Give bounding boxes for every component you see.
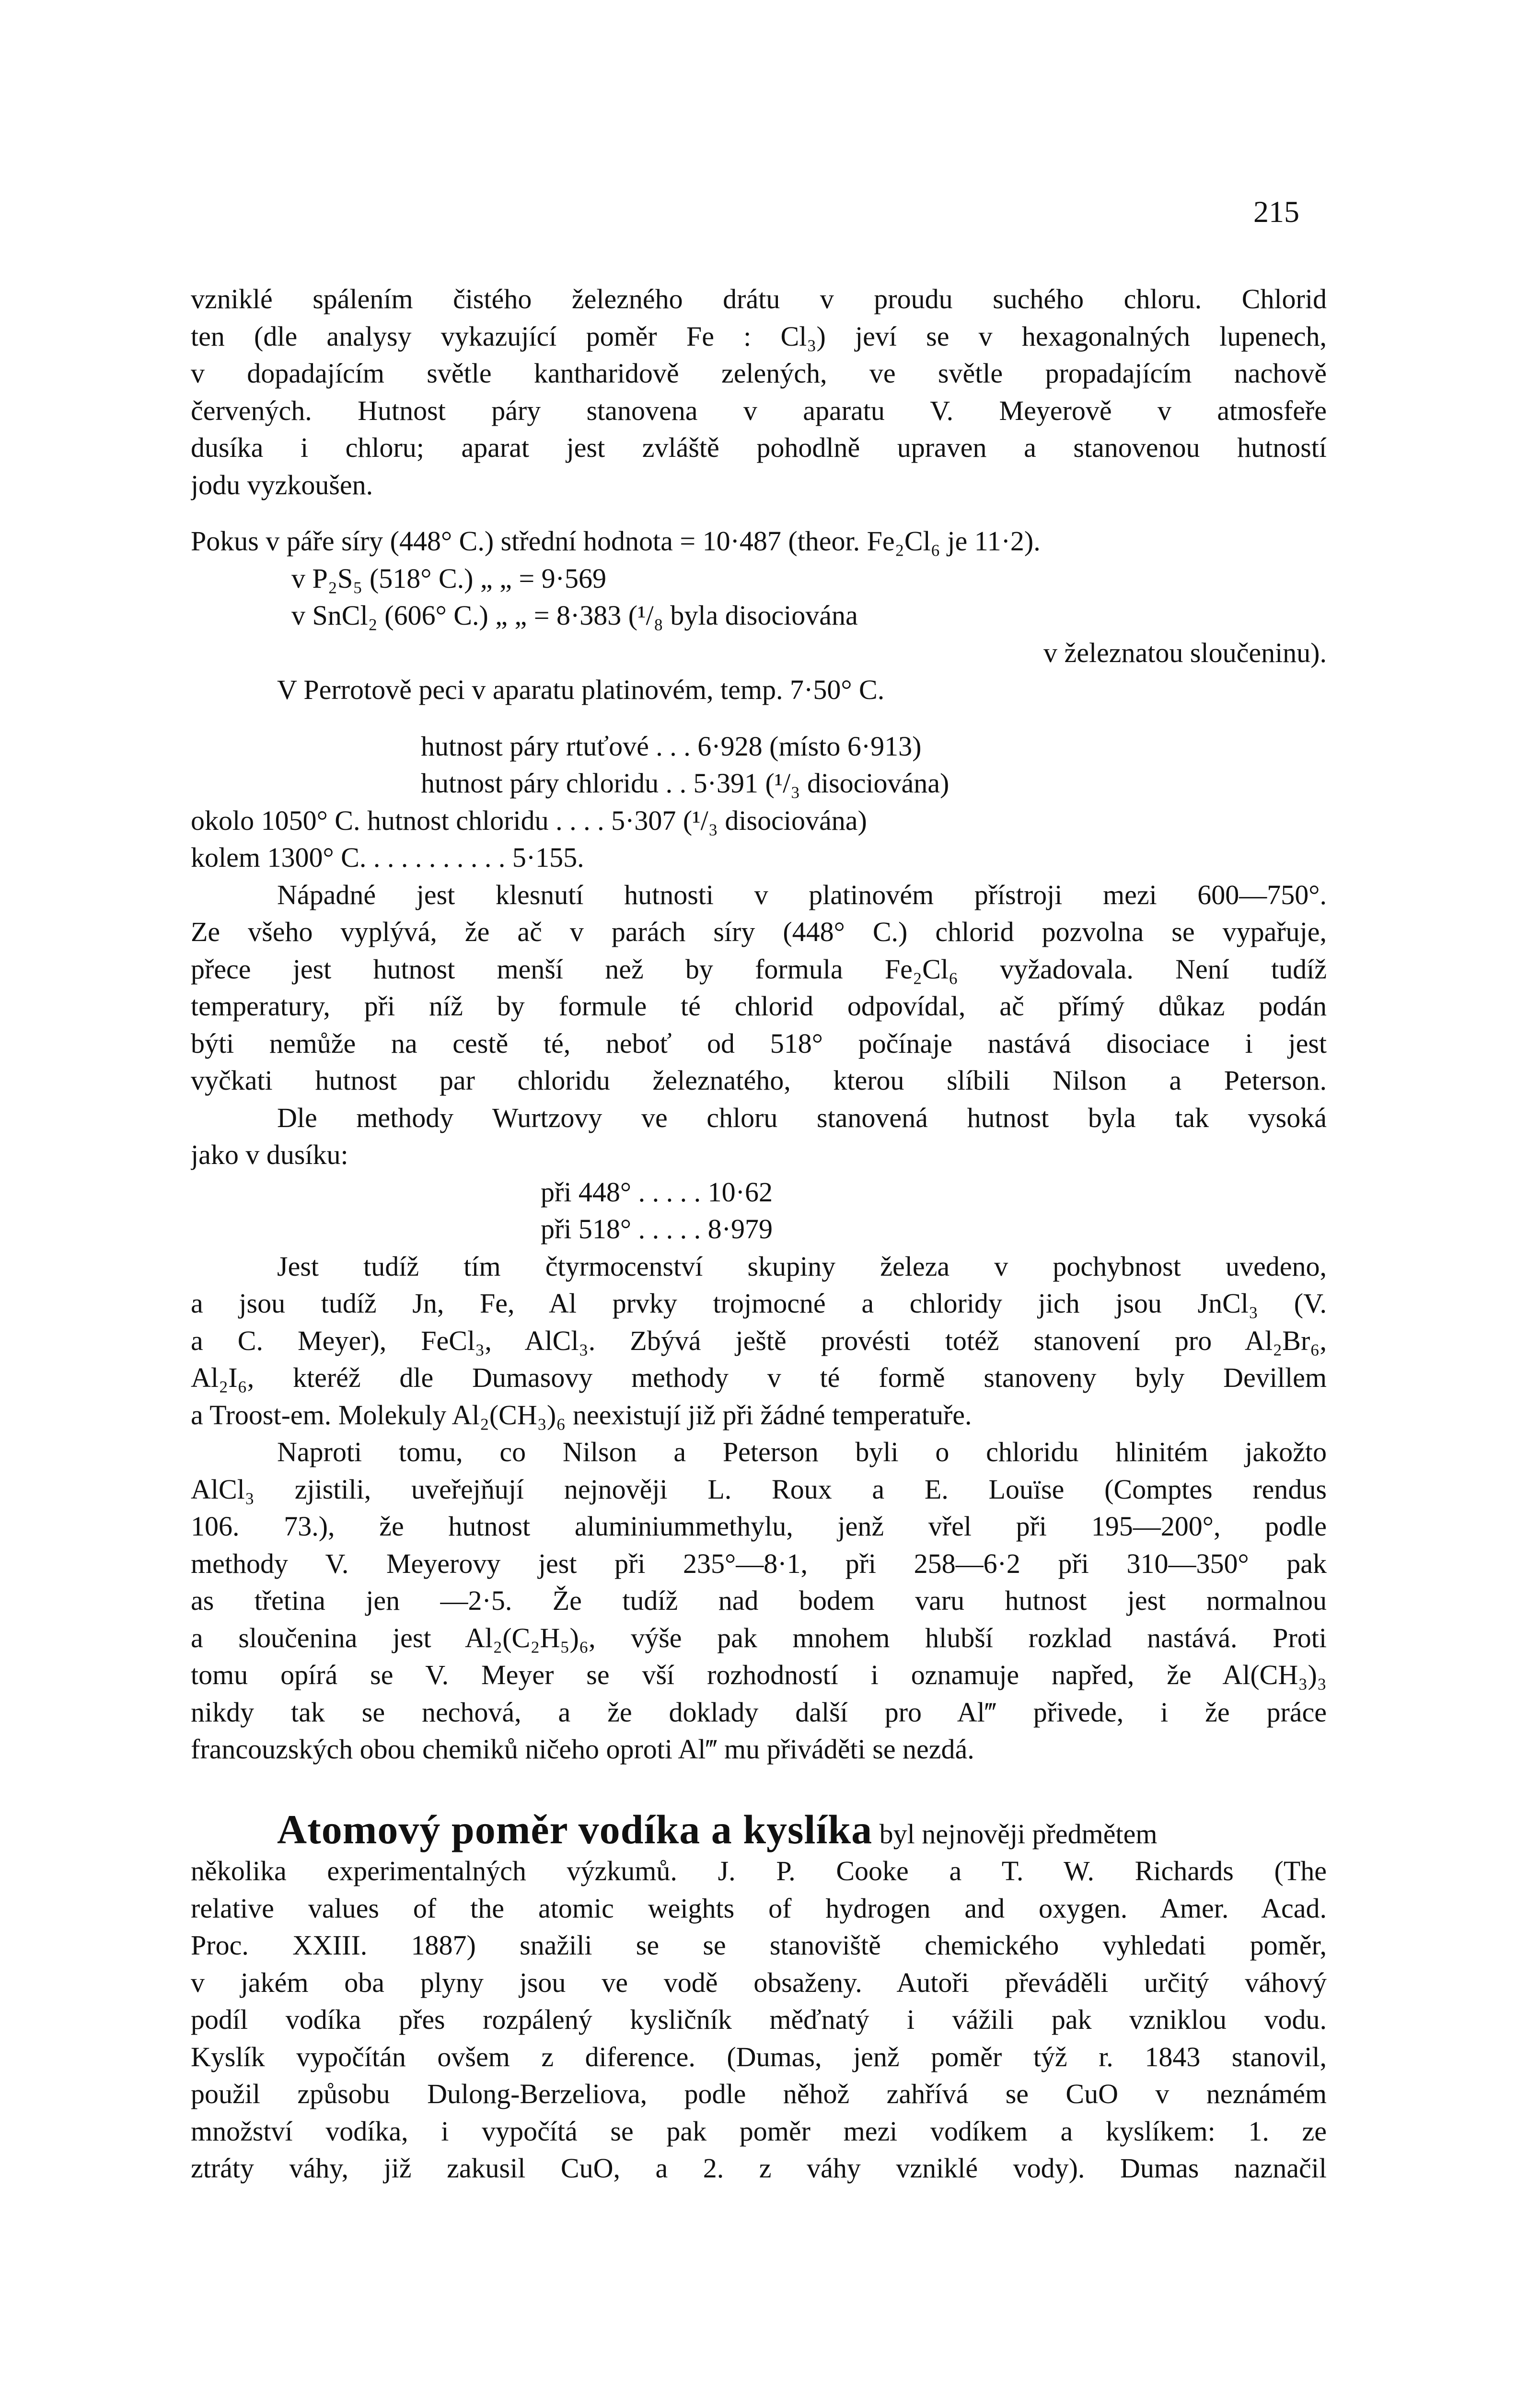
text-line: červených. Hutnost páry stanovena v aparatu V. Meyerově v atmosfeře — [191, 395, 1327, 426]
text-line: přece jest hutnost menší než by formula Fe₂Cl₆ vyžadovala. Není tudíž — [191, 953, 1327, 985]
text-line: Kyslík vypočítán ovšem z diference. (Dumas, jenž poměr týž r. 1843 stanovil, — [191, 2041, 1327, 2072]
text-line: AlCl₃ zjistili, uveřejňují nejnověji L. Roux a E. Louïse (Comptes rendus — [191, 1473, 1327, 1505]
text-line: Jest tudíž tím čtyrmocenství skupiny železa v pochybnost uvedeno, — [277, 1250, 1327, 1282]
section-heading: Atomový poměr vodíka a kyslíka — [277, 1811, 873, 1852]
text-line: as třetina jen —2·5. Že tudíž nad bodem varu hutnost jest normalnou — [191, 1585, 1327, 1616]
text-line: Naproti tomu, co Nilson a Peterson byli o chloridu hlinitém jakožto — [277, 1436, 1327, 1467]
text-line: Ze všeho vyplývá, že ač v parách síry (448° C.) chlorid pozvolna se vypařuje, — [191, 916, 1327, 947]
pri-line: při 518° . . . . . 8·979 — [541, 1213, 773, 1245]
pokus-line: Pokus v páře síry (448° C.) střední hodnota = 10·487 (theor. Fe₂Cl₆ je 11·2). — [191, 525, 1041, 557]
pokus-line: V Perrotově peci v aparatu platinovém, temp. 7·50° C. — [277, 674, 885, 705]
text-line: vzniklé spálením čistého železného drátu v proudu suchého chloru. Chlorid — [191, 283, 1327, 314]
body-text — [191, 280, 1327, 2187]
hutnost-line: kolem 1300° C. . . . . . . . . . . 5·155. — [191, 842, 584, 873]
text-line: podíl vodíka přes rozpálený kysličník měďnatý i vážili pak vzniklou vodu. — [191, 2004, 1327, 2035]
text-line: ten (dle analysy vykazující poměr Fe : Cl₃) jeví se v hexagonalných lupenech, — [191, 320, 1327, 352]
page-number: 215 — [1253, 195, 1299, 229]
text-line: jodu vyzkoušen. — [191, 469, 373, 500]
text-line: a Troost-em. Molekuly Al₂(CH₃)₆ neexistují již při žádné temperatuře. — [191, 1399, 972, 1431]
text-line: nikdy tak se nechová, a že doklady další pro Al‴ přivede, i že práce — [191, 1696, 1327, 1728]
text-line: Dle methody Wurtzovy ve chloru stanovená hutnost byla tak vysoká — [277, 1102, 1327, 1133]
section-heading-line — [191, 1811, 1327, 1853]
text-line: Al₂I₆, kteréž dle Dumasovy methody v té formě stanoveny byly Devillem — [191, 1362, 1327, 1393]
text-line: a jsou tudíž Jn, Fe, Al prvky trojmocné a chloridy jich jsou JnCl₃ (V. — [191, 1288, 1327, 1319]
text-line: jako v dusíku: — [191, 1139, 348, 1170]
text-line: 106. 73.), že hutnost aluminiummethylu, jenž vřel při 195—200°, podle — [191, 1511, 1327, 1542]
text-line: v jakém oba plyny jsou ve vodě obsaženy. Autoři převáděli určitý váhový — [191, 1966, 1327, 1998]
text-line: několika experimentalných výzkumů. J. P. Cooke a T. W. Richards (The — [191, 1855, 1327, 1886]
text-line: francouzských obou chemiků ničeho oproti Al‴ mu přiváděti se nezdá. — [191, 1734, 974, 1765]
pri-line: při 448° . . . . . 10·62 — [541, 1176, 773, 1208]
pokus-line: v železnatou sloučeninu). — [1043, 637, 1327, 668]
text-line: temperatury, při níž by formule té chlorid odpovídal, ač přímý důkaz podán — [191, 990, 1327, 1022]
text-line: dusíka i chloru; aparat jest zvláště pohodlně upraven a stanovenou hutností — [191, 432, 1327, 463]
hutnost-line: okolo 1050° C. hutnost chloridu . . . . 5·307 (¹/₃ disociována) — [191, 804, 867, 836]
text-line: Nápadné jest klesnutí hutnosti v platinovém přístroji mezi 600—750°. — [277, 879, 1327, 910]
text-line: ztráty váhy, již zakusil CuO, a 2. z váhy vzniklé vody). Dumas naznačil — [191, 2153, 1327, 2184]
text-line: množství vodíka, i vypočítá se pak poměr mezi vodíkem a kyslíkem: 1. ze — [191, 2115, 1327, 2147]
text-line: a sloučenina jest Al₂(C₂H₅)₆, výše pak mnohem hlubší rozklad nastává. Proti — [191, 1622, 1327, 1653]
text-line: použil způsobu Dulong-Berzeliova, podle něhož zahřívá se CuO v neznámém — [191, 2078, 1327, 2109]
text-line: methody V. Meyerovy jest při 235°—8·1, při 258—6·2 při 310—350° pak — [191, 1548, 1327, 1579]
text-line: vyčkati hutnost par chloridu železnatého, kterou slíbili Nilson a Peterson. — [191, 1065, 1327, 1096]
hutnost-line: hutnost páry chloridu . . 5·391 (¹/₃ disociována) — [421, 768, 949, 799]
text-line: býti nemůže na cestě té, neboť od 518° počínaje nastává disociace i jest — [191, 1027, 1327, 1059]
hutnost-line: hutnost páry rtuťové . . . 6·928 (místo 6·913) — [421, 730, 922, 762]
text-line: relative values of the atomic weights of hydrogen and oxygen. Amer. Acad. — [191, 1892, 1327, 1924]
text-line: byl nejnověji předmětem — [879, 1818, 1158, 1850]
pokus-line: v SnCl₂ (606° C.) „ „ = 8·383 (¹/₈ byla disociována — [291, 600, 858, 631]
pokus-line: v P₂S₅ (518° C.) „ „ = 9·569 — [291, 562, 606, 594]
text-line: Proc. XXIII. 1887) snažili se se stanoviště chemického vyhledati poměr, — [191, 1930, 1327, 1961]
text-line: v dopadajícím světle kantharidově zelených, ve světle propadajícím nachově — [191, 358, 1327, 389]
text-line: a C. Meyer), FeCl₃, AlCl₃. Zbývá ještě provésti totéž stanovení pro Al₂Br₆, — [191, 1325, 1327, 1356]
text-line: tomu opírá se V. Meyer se vší rozhodností i oznamuje napřed, že Al(CH₃)₃ — [191, 1659, 1327, 1690]
